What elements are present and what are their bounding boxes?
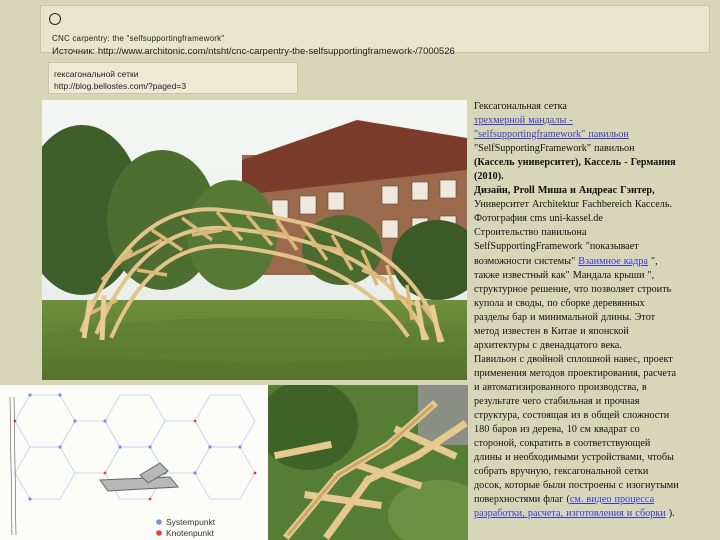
article-line-6: (2010). [474, 171, 504, 183]
source-box [48, 62, 298, 94]
legend-systempunkt: Systempunkt [166, 517, 216, 527]
knotenpunkt-marker-icon [156, 530, 162, 536]
article-line-26: длины и необходимыми устройствами, чтобы [474, 452, 674, 464]
article-line-1: Гексагональная сетка [474, 101, 567, 112]
article-line-8: Университет Architektur Fachbereich Кассель. [474, 199, 673, 211]
article-line-5: (Кассель университет), Кассель - Германия [474, 157, 676, 169]
article-line-22: результате чего стабильная и прочная [474, 395, 640, 407]
article-line-15: купола и своды, по сборке деревянных [474, 297, 645, 309]
link-video-2[interactable]: разработки, расчета, изготовления и сборки [474, 508, 666, 520]
article-line-17: метод известен в Китае и японской [474, 325, 629, 337]
article-text [474, 100, 716, 540]
article-line-21: и автоматизированного производства, в [474, 381, 647, 393]
header-box [40, 5, 710, 57]
article-line-12: возможности системы" Взаимное кадра ", [474, 255, 658, 267]
article-line-30: разработки, расчета, изготовления и сборки ). [474, 508, 675, 520]
article-line-28: досок, которые были построены с изогнутыми [474, 480, 679, 492]
article-line-16: разделы бар и минимальной длины. Этот [474, 311, 656, 323]
article-line-14: структурное решение, что позволяет строить [474, 283, 672, 295]
link-mandala[interactable]: трехмерной мандалы - [474, 115, 573, 127]
article-line-29: поверхностями флаг (см. видео процесса [474, 494, 655, 506]
article-line-27: собрать вручную, гексагональной сетки [474, 466, 649, 478]
link-reciprocal-frame[interactable]: Взаимное кадра [578, 255, 648, 267]
article-line-20: применения методов проектирования, расчета [474, 367, 677, 379]
article-line-4: "SelfSupportingFramework" павильон [474, 143, 635, 155]
hexagon-diagram [0, 385, 268, 540]
article-line-18: архитектуры с двенадцатого века. [474, 339, 622, 351]
source-label: гексагональной сетки [54, 69, 139, 79]
article-line-11: SelfSupportingFramework "показывает [474, 241, 639, 253]
header-source: Источник: http://www.architonic.com/ntsht/cnc-carpentry-the-selfsupportingframework-/7000526 [52, 46, 455, 57]
article-line-19: Павильон с двойной сплошной навес, проект [474, 353, 673, 365]
systempunkt-marker-icon [156, 519, 162, 525]
link-video-1[interactable]: см. видео процесса [569, 494, 655, 506]
bullet-circle-icon [49, 13, 61, 25]
article-line-25: стороной, сократить в соответствующей [474, 438, 651, 450]
article-line-24: 180 баров из дерева, 10 см квадрат со [474, 424, 640, 436]
closeup-photo [268, 385, 468, 540]
source-url: http://blog.bellostes.com/?paged=3 [54, 81, 187, 91]
header-caption: CNC carpentry: the "selfsupportingframework" [52, 34, 225, 43]
legend-knotenpunkt: Knotenpunkt [166, 528, 214, 538]
article-line-7: Дизайн, Proll Миша и Андреас Гэнтер, [474, 185, 655, 197]
article-line-13: также известный как" Мандала крыши ", [474, 269, 655, 281]
pavilion-photo [42, 100, 467, 380]
article-line-23: структура, состоящая из в общей сложности [474, 410, 670, 422]
link-selfsupporting[interactable]: "selfsupportingframework" павильон [474, 129, 629, 141]
article-line-10: Строительство павильона [474, 227, 587, 239]
article-line-9: Фотография cms uni-kassel.de [474, 213, 603, 225]
